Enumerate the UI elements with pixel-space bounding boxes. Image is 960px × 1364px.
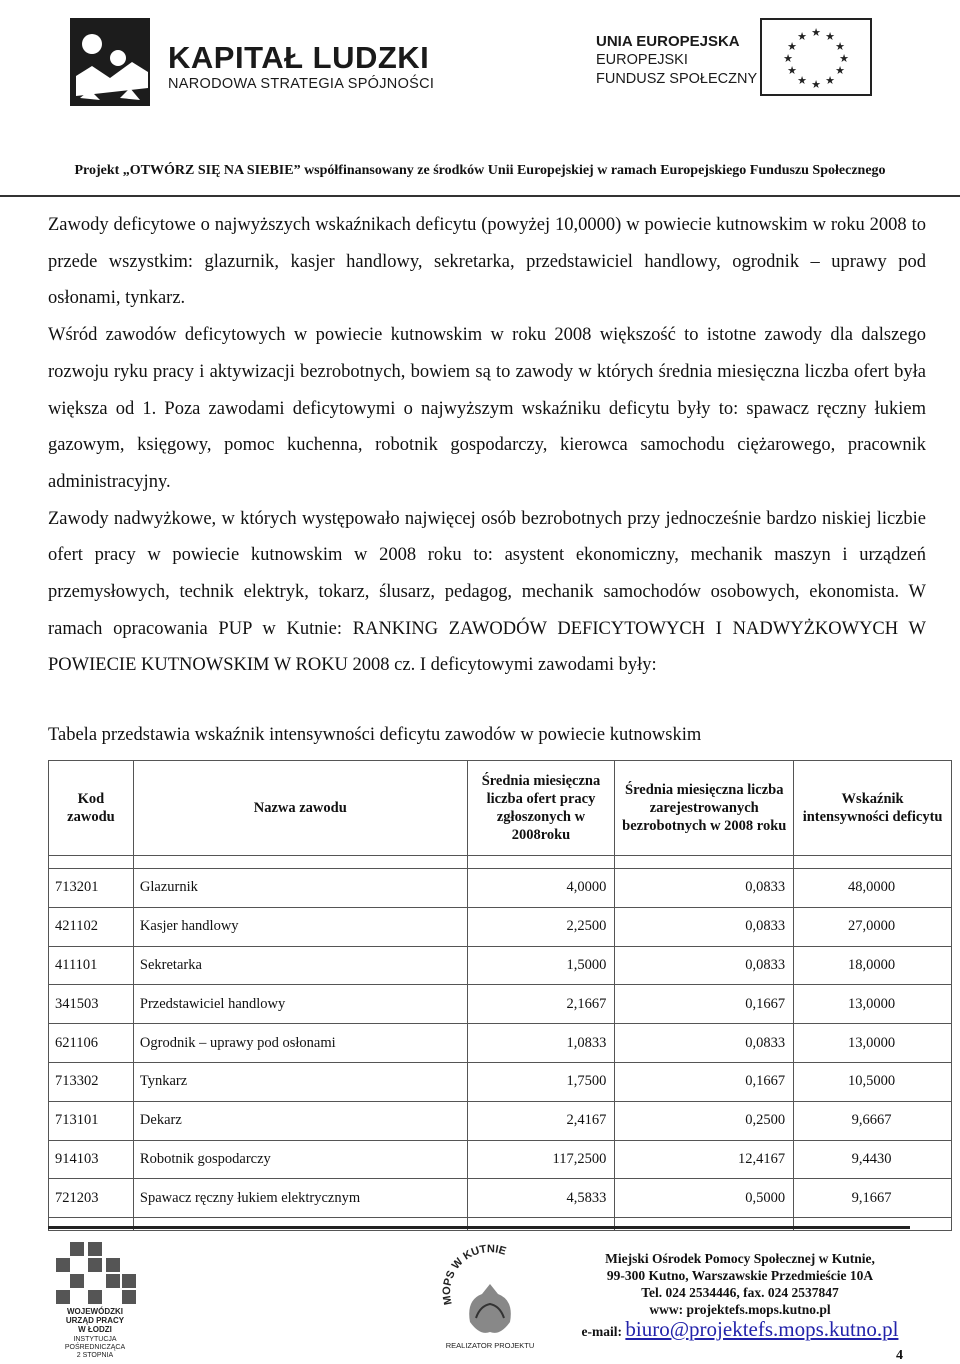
cell-name: Dekarz — [133, 1101, 467, 1140]
cell-name: Glazurnik — [133, 869, 467, 908]
cell-index: 10,5000 — [794, 1062, 952, 1101]
table-row — [49, 946, 952, 985]
table-row — [49, 1024, 952, 1063]
table-row — [49, 985, 952, 1024]
table-row — [49, 1179, 952, 1218]
svg-text:★: ★ — [797, 74, 807, 87]
wup-line-3: W ŁODZI — [78, 1325, 112, 1334]
ue-text-block — [596, 32, 757, 89]
cell-offers: 1,0833 — [467, 1024, 615, 1063]
cell-unemployed: 0,1667 — [615, 1062, 794, 1101]
cell-name: Ogrodnik – uprawy pod osłonami — [133, 1024, 467, 1063]
cell-offers: 2,4167 — [467, 1101, 615, 1140]
cell-code: 341503 — [49, 985, 134, 1024]
email-label: e-mail: — [581, 1324, 623, 1339]
header-unemployed: Średnia miesięczna liczba zarejestrowanych bezrobotnych w 2008 roku — [615, 761, 794, 856]
kapital-ludzki-subtitle: NARODOWA STRATEGIA SPÓJNOŚCI — [168, 76, 435, 92]
wup-lodz-logo — [48, 1240, 143, 1358]
deficit-table — [48, 760, 952, 1231]
cell-index: 48,0000 — [794, 869, 952, 908]
cell-code: 421102 — [49, 907, 134, 946]
contact-line-2: 99-300 Kutno, Warszawskie Przedmieście 10A — [606, 1268, 874, 1283]
svg-text:★: ★ — [787, 64, 797, 77]
paragraph-3: Zawody nadwyżkowe, w których występowało najwięcej osób bezrobotnych przy jednocześnie bardzo niskiej liczbie ofert pracy w powiecie kutnowskim w 2008 roku to: asystent ekonomiczny, mechanik maszyn i urządzeń przemysłowych, technik elektryk, tokarz, ślusarz, pedagog, mechanik samochodów osobowych, ekonomista. W ramach opracowania PUP w Kutnie: RANKING ZAWODÓW DEFICYTOWYCH I NADWYŻKOWYCH W POWIECIE KUTNOWSKIM W ROKU 2008 cz. I deficytowymi zawodami były: — [48, 508, 926, 676]
paragraph-2: Wśród zawodów deficytowych w powiecie kutnowskim w roku 2008 większość to istotne zawody dla dalszego rozwoju ryku pracy i aktywizacji bezrobotnych, bowiem są to zawody w których średnia miesięczna liczba ofert była większa od 1. Poza zawodami deficytowymi o najwyższym wskaźniku deficytu były to: spawacz ręczny łukiem gazowym, księgowy, pomoc kuchenna, robotnik gospodarczy, kierowca samochodu ciężarowego, pracownik administracyjny. — [48, 325, 926, 492]
email-link[interactable]: biuro@projektefs.mops.kutno.pl — [625, 1317, 899, 1341]
kapital-ludzki-title: KAPITAŁ LUDZKI — [168, 40, 430, 75]
contact-line-4[interactable]: www: projektefs.mops.kutno.pl — [649, 1302, 831, 1317]
cell-unemployed: 0,0833 — [615, 907, 794, 946]
contact-line-3: Tel. 024 2534446, fax. 024 2537847 — [641, 1285, 839, 1300]
cell-unemployed: 12,4167 — [615, 1140, 794, 1179]
header-index: Wskaźnik intensywności deficytu — [794, 761, 952, 856]
wup-line-5: POŚREDNICZĄCA — [64, 1344, 126, 1351]
cell-name: Sekretarka — [133, 946, 467, 985]
table-row — [49, 1140, 952, 1179]
cell-index: 27,0000 — [794, 907, 952, 946]
svg-text:★: ★ — [825, 74, 835, 87]
svg-text:★: ★ — [783, 52, 793, 65]
ue-line-1: UNIA EUROPEJSKA — [596, 33, 740, 50]
paragraph-1: Zawody deficytowe o najwyższych wskaźnikach deficytu (powyżej 10,0000) w powiecie kutnowskim w roku 2008 to przede wszystkim: glazurnik, kasjer handlowy, sekretarka, przedstawiciel handlowy, ogrodnik – uprawy pod osłonami, tynkarz. — [48, 215, 926, 309]
cell-unemployed: 0,0833 — [615, 1024, 794, 1063]
svg-text:★: ★ — [839, 52, 849, 65]
table-caption: Tabela przedstawia wskaźnik intensywności deficytu zawodów w powiecie kutnowskim — [48, 725, 702, 745]
wup-line-6: 2 STOPNIA — [76, 1352, 114, 1358]
wup-line-4: INSTYTUCJA — [73, 1336, 117, 1343]
header-name: Nazwa zawodu — [133, 761, 467, 856]
cell-offers: 4,0000 — [467, 869, 615, 908]
cell-index: 9,6667 — [794, 1101, 952, 1140]
cell-code: 713101 — [49, 1101, 134, 1140]
cell-unemployed: 0,2500 — [615, 1101, 794, 1140]
cell-name: Przedstawiciel handlowy — [133, 985, 467, 1024]
email-row — [560, 1317, 920, 1341]
cell-index: 9,1667 — [794, 1179, 952, 1218]
cell-name: Spawacz ręczny łukiem elektrycznym — [133, 1179, 467, 1218]
contact-block — [560, 1250, 920, 1340]
cell-index: 13,0000 — [794, 1024, 952, 1063]
svg-text:★: ★ — [811, 78, 821, 91]
cell-offers: 2,2500 — [467, 907, 615, 946]
cell-offers: 1,5000 — [467, 946, 615, 985]
page-number: 4 — [896, 1348, 903, 1363]
page-header — [0, 0, 960, 200]
kapital-ludzki-logo — [70, 18, 150, 106]
header-offers: Średnia miesięczna liczba ofert pracy zgłoszonych w 2008roku — [467, 761, 615, 856]
table-spacer-row — [49, 856, 952, 869]
mops-kutno-logo — [440, 1240, 540, 1352]
project-line: Projekt „OTWÓRZ SIĘ NA SIEBIE” współfinansowany ze środków Unii Europejskiej w ramach Europejskiego Funduszu Społecznego — [74, 163, 886, 178]
header-divider — [0, 195, 960, 197]
table-row — [49, 1062, 952, 1101]
eu-flag-icon — [760, 18, 872, 96]
cell-code: 914103 — [49, 1140, 134, 1179]
mops-caption: REALIZATOR PROJEKTU — [445, 1341, 535, 1350]
wup-line-1: WOJEWÓDZKI — [67, 1307, 123, 1316]
cell-offers: 4,5833 — [467, 1179, 615, 1218]
cell-name: Robotnik gospodarczy — [133, 1140, 467, 1179]
cell-unemployed: 0,5000 — [615, 1179, 794, 1218]
table-row — [49, 869, 952, 908]
body-text — [48, 207, 926, 684]
cell-unemployed: 0,0833 — [615, 946, 794, 985]
header-code: Kod zawodu — [49, 761, 134, 856]
table-row — [49, 1101, 952, 1140]
ue-line-2: EUROPEJSKI — [596, 52, 688, 68]
ue-line-3: FUNDUSZ SPOŁECZNY — [596, 71, 758, 87]
svg-text:★: ★ — [797, 30, 807, 43]
cell-offers: 117,2500 — [467, 1140, 615, 1179]
svg-text:★: ★ — [787, 40, 797, 53]
cell-index: 9,4430 — [794, 1140, 952, 1179]
cell-offers: 1,7500 — [467, 1062, 615, 1101]
svg-text:★: ★ — [811, 26, 821, 39]
mops-logo-text: MOPS W KUTNIE — [441, 1243, 508, 1306]
cell-name: Tynkarz — [133, 1062, 467, 1101]
cell-unemployed: 0,1667 — [615, 985, 794, 1024]
cell-code: 713302 — [49, 1062, 134, 1101]
cell-code: 411101 — [49, 946, 134, 985]
cell-code: 713201 — [49, 869, 134, 908]
cell-code: 621106 — [49, 1024, 134, 1063]
footer-divider — [48, 1226, 910, 1229]
svg-text:★: ★ — [835, 64, 845, 77]
table-row — [49, 907, 952, 946]
table-header-row — [49, 761, 952, 856]
cell-index: 18,0000 — [794, 946, 952, 985]
cell-offers: 2,1667 — [467, 985, 615, 1024]
cell-unemployed: 0,0833 — [615, 869, 794, 908]
svg-text:★: ★ — [835, 40, 845, 53]
contact-line-1: Miejski Ośrodek Pomocy Społecznej w Kutnie, — [605, 1251, 875, 1266]
svg-text:★: ★ — [825, 30, 835, 43]
cell-code: 721203 — [49, 1179, 134, 1218]
cell-index: 13,0000 — [794, 985, 952, 1024]
wup-line-2: URZĄD PRACY — [65, 1316, 125, 1325]
cell-name: Kasjer handlowy — [133, 907, 467, 946]
